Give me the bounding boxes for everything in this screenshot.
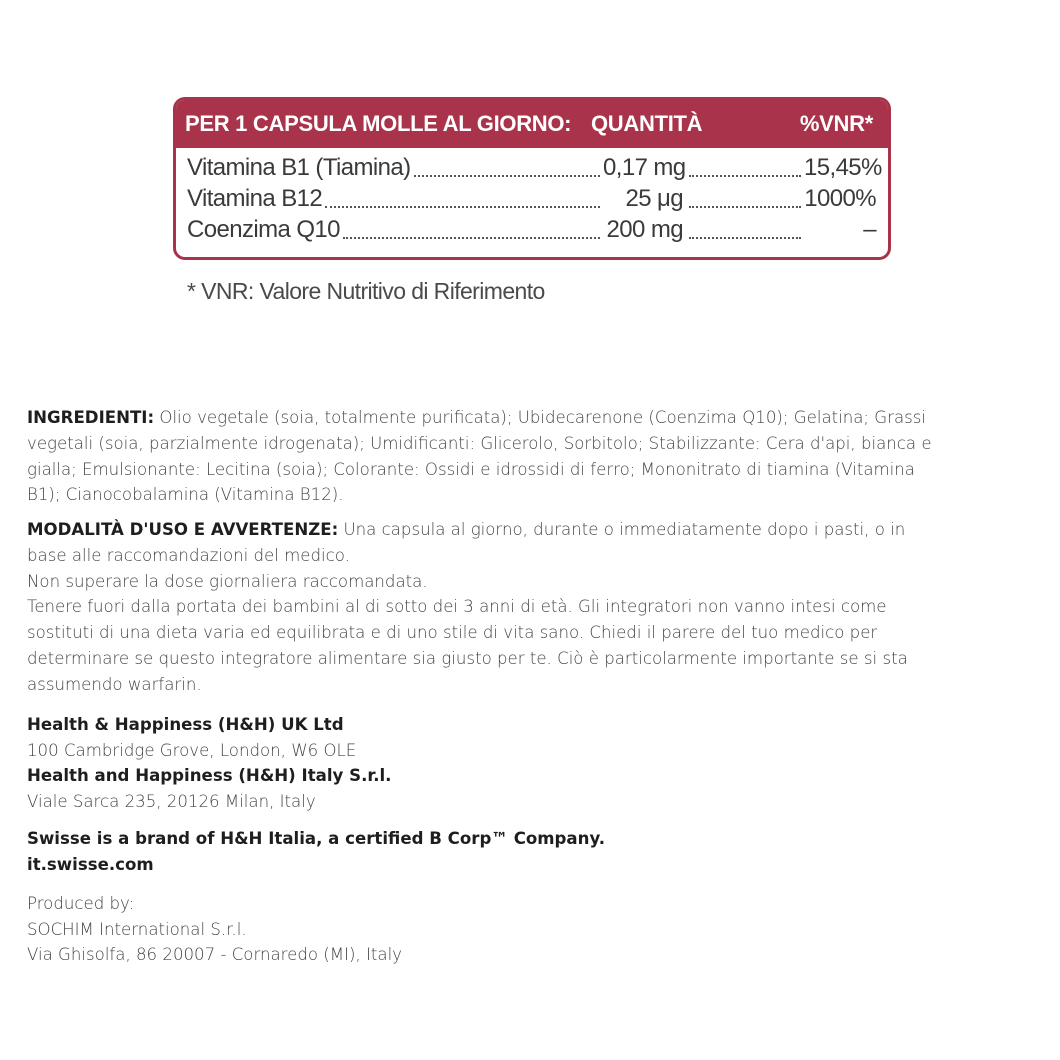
nutrient-vnr: – bbox=[863, 215, 876, 243]
company-addresses bbox=[27, 712, 1037, 814]
ingredients-line: B1); Cianocobalamina (Vitamina B12). bbox=[27, 485, 344, 505]
leader-dots bbox=[414, 175, 601, 177]
ingredients-heading: INGREDIENTI: bbox=[27, 408, 155, 427]
usage-heading: MODALITÀ D'USO E AVVERTENZE: bbox=[27, 520, 339, 539]
usage-text: Una capsula al giorno, durante o immediatamente dopo i pasti, o in bbox=[338, 520, 906, 539]
producer-label: Produced by: bbox=[27, 894, 135, 913]
nutrient-vnr: 1000% bbox=[804, 184, 876, 212]
usage-line: assumendo warfarin. bbox=[27, 674, 202, 694]
leader-dots bbox=[689, 237, 801, 239]
usage-paragraph bbox=[27, 517, 1037, 698]
header-vnr-label: %VNR* bbox=[799, 111, 873, 136]
usage-line: determinare se questo integratore alimentare sia giusto per te. Ciò è particolarmente importante se si sta bbox=[27, 648, 908, 668]
nutrient-quantity: 0,17 mg bbox=[603, 153, 686, 181]
vnr-footnote: * VNR: Valore Nutritivo di Riferimento bbox=[187, 278, 545, 304]
leader-dots bbox=[689, 175, 801, 177]
nutrition-row bbox=[176, 152, 888, 183]
uk-company-name: Health & Happiness (H&H) UK Ltd bbox=[27, 715, 344, 734]
it-company-address: Viale Sarca 235, 20126 Milan, Italy bbox=[27, 791, 316, 811]
nutrition-table bbox=[173, 97, 891, 260]
header-serving-label: PER 1 CAPSULA MOLLE AL GIORNO: bbox=[185, 111, 572, 136]
header-quantity-label: QUANTITÀ bbox=[591, 111, 703, 136]
ingredients-text: Olio vegetale (soia, totalmente purificata); Ubidecarenone (Coenzima Q10); Gelatina; Grassi bbox=[154, 408, 927, 427]
producer-block bbox=[27, 891, 1037, 968]
ingredients-line bbox=[27, 405, 1037, 431]
nutrition-table-header bbox=[176, 100, 888, 148]
nutrient-name: Vitamina B1 (Tiamina) bbox=[187, 153, 411, 181]
ingredients-line: gialla; Emulsionante: Lecitina (soia); Colorante: Ossidi e idrossidi di ferro; Mononitrato di tiamina (Vitamina bbox=[27, 459, 915, 479]
leader-dots bbox=[343, 237, 600, 239]
usage-line bbox=[27, 517, 1037, 543]
uk-company-address: 100 Cambridge Grove, London, W6 OLE bbox=[27, 740, 357, 760]
leader-dots bbox=[689, 206, 801, 208]
producer-address: Via Ghisolfa, 86 20007 - Cornaredo (MI), Italy bbox=[27, 945, 402, 965]
nutrient-name: Coenzima Q10 bbox=[187, 215, 340, 243]
nutrition-row bbox=[176, 214, 888, 245]
nutrition-row bbox=[176, 183, 888, 214]
ingredients-paragraph bbox=[27, 405, 1037, 508]
usage-line: Tenere fuori dalla portata dei bambini al di sotto dei 3 anni di età. Gli integratori non vanno intesi come bbox=[27, 597, 887, 617]
brand-block bbox=[27, 826, 1037, 878]
nutrient-name: Vitamina B12 bbox=[187, 184, 323, 212]
nutrient-quantity: 25 μg bbox=[625, 184, 683, 212]
usage-line: base alle raccomandazioni del medico. bbox=[27, 545, 350, 565]
brand-website: it.swisse.com bbox=[27, 855, 154, 874]
it-company-name: Health and Happiness (H&H) Italy S.r.l. bbox=[27, 766, 392, 786]
ingredients-line: vegetali (soia, parzialmente idrogenata); Umidificanti: Glicerolo, Sorbitolo; Stabilizzante: Cera d'api, bianca e bbox=[27, 433, 932, 453]
usage-line: Non superare la dose giornaliera raccomandata. bbox=[27, 571, 428, 591]
producer-name: SOCHIM International S.r.l. bbox=[27, 919, 247, 939]
brand-statement: Swisse is a brand of H&H Italia, a certified B Corp™ Company. bbox=[27, 829, 606, 848]
nutrient-vnr: 15,45% bbox=[804, 153, 882, 181]
nutrition-table-body bbox=[176, 148, 888, 245]
usage-line: sostituti di una dieta varia ed equilibrata e di uno stile di vita sano. Chiedi il parere del tuo medico per bbox=[27, 623, 878, 643]
leader-dots bbox=[325, 206, 600, 208]
nutrient-quantity: 200 mg bbox=[606, 215, 683, 243]
